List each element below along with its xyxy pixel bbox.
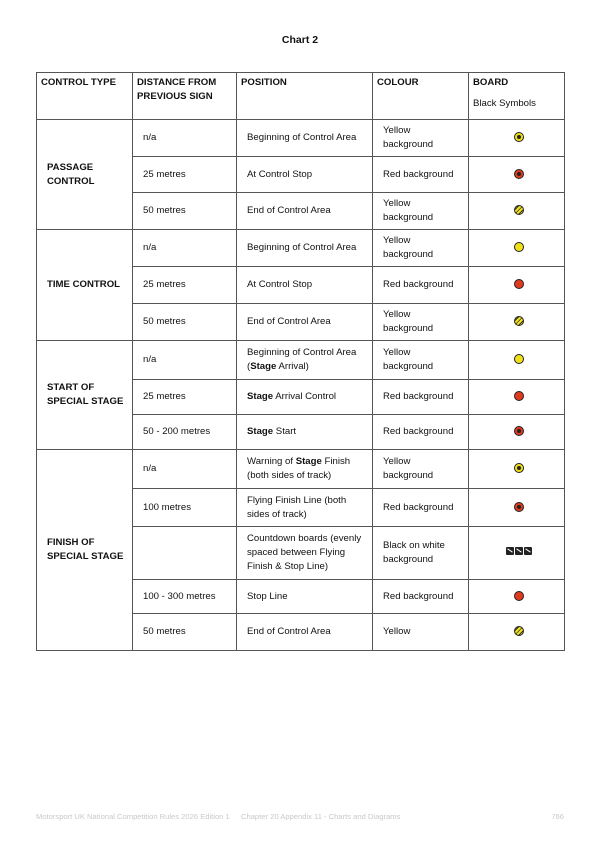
board-cell (469, 341, 565, 380)
colour-cell: Red background (373, 580, 469, 614)
board-cell (469, 230, 565, 267)
colour-cell: Yellow background (373, 341, 469, 380)
footer-page-number: 766 (551, 812, 564, 821)
colour-cell: Yellow (373, 614, 469, 651)
table-row (37, 341, 565, 380)
distance-cell: 50 metres (133, 193, 237, 230)
group-finish-special-stage: FINISH OF SPECIAL STAGE (37, 450, 133, 651)
distance-cell: 25 metres (133, 267, 237, 304)
yellow-hatched-disk-icon (514, 626, 524, 636)
position-cell: Warning of Stage Finish (both sides of track) (237, 450, 373, 489)
footer-publication: Motorsport UK National Competition Rules 2026 Edition 1 (36, 812, 230, 821)
yellow-disk-icon (514, 354, 524, 364)
board-cell (469, 304, 565, 341)
header-row (37, 73, 565, 120)
table-row (37, 450, 565, 489)
colour-cell: Yellow background (373, 304, 469, 341)
position-cell: End of Control Area (237, 614, 373, 651)
yellow-hatched-disk-icon (514, 316, 524, 326)
board-cell (469, 450, 565, 489)
header-board: BOARD Black Symbols (469, 73, 565, 120)
colour-cell: Yellow background (373, 450, 469, 489)
distance-cell: 100 - 300 metres (133, 580, 237, 614)
distance-cell: 100 metres (133, 489, 237, 527)
table-row (37, 120, 565, 157)
board-cell (469, 527, 565, 580)
board-cell (469, 120, 565, 157)
distance-cell: n/a (133, 120, 237, 157)
red-disk-icon (514, 279, 524, 289)
red-disk-symbol-icon (514, 169, 524, 179)
board-cell (469, 614, 565, 651)
yellow-disk-symbol-icon (514, 132, 524, 142)
position-cell: Countdown boards (evenly spaced between Flying Finish & Stop Line) (237, 527, 373, 580)
header-board-sub: Black Symbols (473, 98, 536, 109)
control-signs-table (36, 72, 565, 651)
position-cell: At Control Stop (237, 267, 373, 304)
colour-cell: Red background (373, 157, 469, 193)
position-cell: Flying Finish Line (both sides of track) (237, 489, 373, 527)
colour-cell: Yellow background (373, 230, 469, 267)
board-cell (469, 415, 565, 450)
distance-cell: n/a (133, 230, 237, 267)
header-distance: DISTANCE FROM PREVIOUS SIGN (133, 73, 237, 120)
board-cell (469, 489, 565, 527)
chart-title: Chart 2 (281, 34, 319, 46)
position-cell: Stage Arrival Control (237, 380, 373, 415)
colour-cell: Red background (373, 489, 469, 527)
position-cell: Stage Start (237, 415, 373, 450)
board-cell (469, 157, 565, 193)
colour-cell: Red background (373, 380, 469, 415)
board-cell (469, 580, 565, 614)
yellow-hatched-disk-icon (514, 205, 524, 215)
distance-cell: n/a (133, 341, 237, 380)
countdown-boards-icon (505, 546, 532, 560)
yellow-disk-flag-icon (514, 463, 524, 473)
colour-cell: Red background (373, 415, 469, 450)
yellow-disk-icon (514, 242, 524, 252)
colour-cell: Yellow background (373, 193, 469, 230)
distance-cell: 25 metres (133, 380, 237, 415)
group-start-special-stage: START OF SPECIAL STAGE (37, 341, 133, 450)
position-cell: Beginning of Control Area (237, 120, 373, 157)
header-colour: COLOUR (373, 73, 469, 120)
position-cell: Stop Line (237, 580, 373, 614)
table-row (37, 230, 565, 267)
distance-cell: n/a (133, 450, 237, 489)
distance-cell: 50 - 200 metres (133, 415, 237, 450)
header-position: POSITION (237, 73, 373, 120)
colour-cell: Red background (373, 267, 469, 304)
red-disk-icon (514, 391, 524, 401)
red-disk-stop-icon (514, 591, 524, 601)
board-cell (469, 193, 565, 230)
distance-cell: 50 metres (133, 304, 237, 341)
group-passage-control: PASSAGE CONTROL (37, 120, 133, 230)
position-cell: Beginning of Control Area (237, 230, 373, 267)
position-cell: End of Control Area (237, 304, 373, 341)
board-cell (469, 380, 565, 415)
footer-chapter: Chapter 20 Appendix 11 - Charts and Diagrams (241, 812, 401, 821)
colour-cell: Yellow background (373, 120, 469, 157)
position-cell: At Control Stop (237, 157, 373, 193)
position-cell: End of Control Area (237, 193, 373, 230)
red-disk-flag-icon (514, 502, 524, 512)
position-cell: Beginning of Control Area (Stage Arrival) (237, 341, 373, 380)
distance-cell (133, 527, 237, 580)
group-time-control: TIME CONTROL (37, 230, 133, 341)
board-cell (469, 267, 565, 304)
distance-cell: 25 metres (133, 157, 237, 193)
header-control-type: CONTROL TYPE (37, 73, 133, 120)
colour-cell: Black on white background (373, 527, 469, 580)
distance-cell: 50 metres (133, 614, 237, 651)
red-disk-flag-icon (514, 426, 524, 436)
